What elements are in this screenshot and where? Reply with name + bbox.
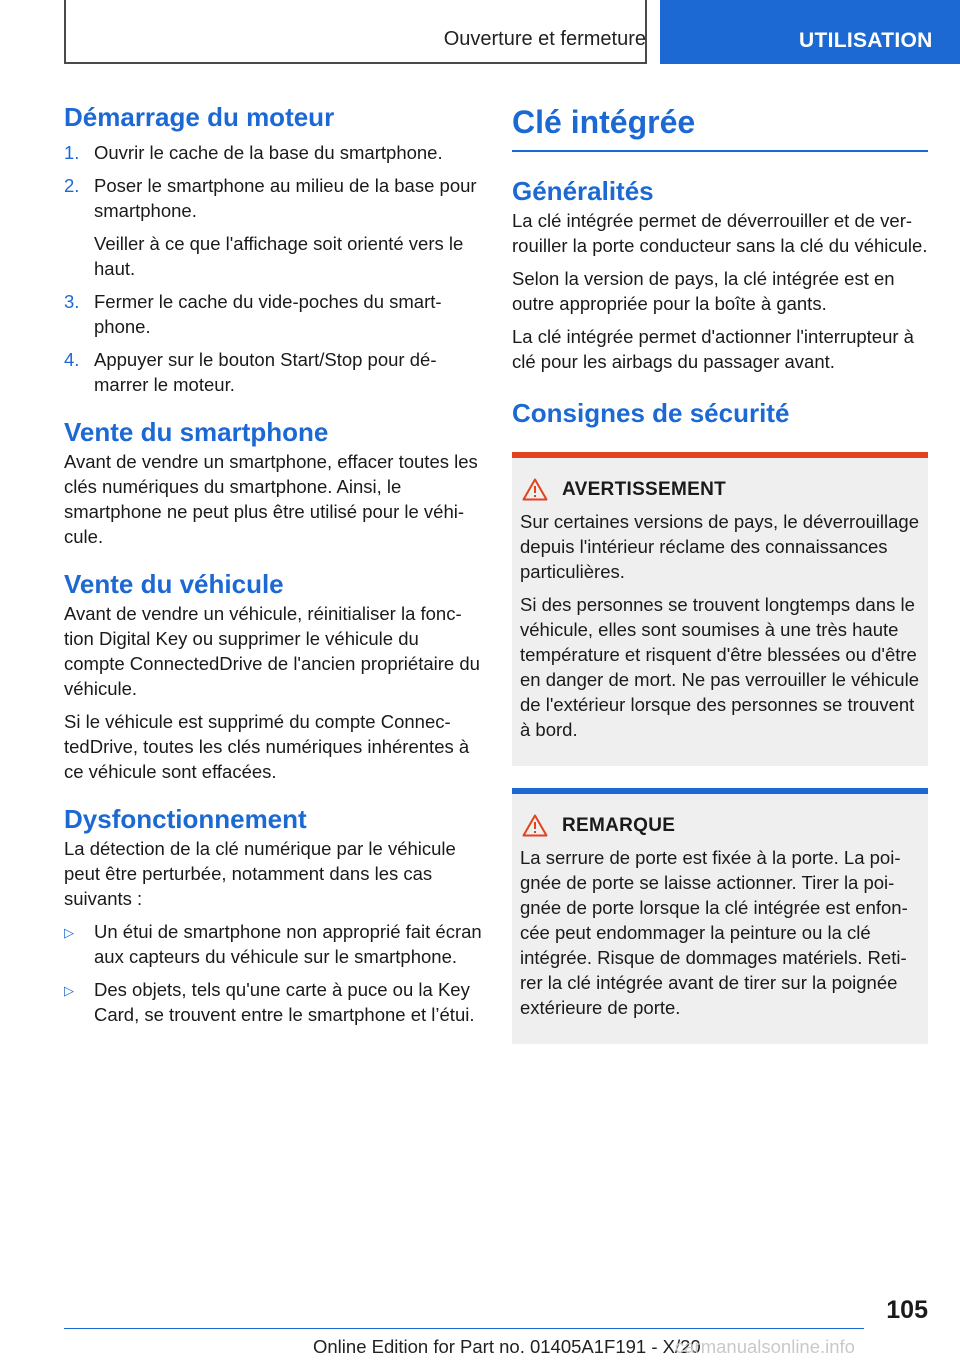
triangle-right-icon: ▷ [64, 983, 74, 998]
triangle-right-icon: ▷ [64, 925, 74, 940]
warning-triangle-icon [522, 478, 548, 501]
warning-paragraph-2: Si des personnes se trouvent longtemps dans le véhicule, elles sont soumises à une très haute température et risquent d'être blessées ou d'être en danger de mort. Ne pas verrouiller le véhicule de l'extérieur lorsque des personnes se trouvent à bord. [520, 594, 919, 740]
step-item [64, 347, 484, 397]
footer-watermark: carmanualsonline.info [675, 1336, 855, 1357]
note-box [512, 788, 928, 1044]
right-column [512, 100, 928, 1044]
step-number: 3. [64, 291, 80, 312]
step-number: 2. [64, 175, 80, 196]
malfunction-bullets [64, 919, 484, 1027]
note-paragraph-1: La serrure de porte est fixée à la porte. La poignée de porte se laisse actionner. Tirer la poignée de porte lorsque la clé intégrée est enfoncée peut endommager la peinture ou la clé intégrée. Risque de dommages matériels. Retirer la clé intégrée avant de tirer sur la poignée extérieure de porte. [520, 847, 908, 1018]
footer-edition: Online Edition for Part no. 01405A1F191 - X/20 [313, 1336, 701, 1357]
step-text: Poser le smartphone au milieu de la base pour smartphone. [94, 175, 477, 221]
bullet-item [64, 919, 484, 969]
sell-vehicle-heading: Vente du véhicule [64, 569, 284, 599]
general-paragraph-3: La clé intégrée permet d'actionner l'interrupteur à clé pour les airbags du passager avant. [512, 326, 914, 372]
warning-paragraph-1: Sur certaines versions de pays, le déverrouillage depuis l'intérieur réclame des connaissances particulières. [520, 511, 919, 582]
warning-label: AVERTISSEMENT [562, 478, 727, 500]
step-item [64, 173, 484, 281]
sell-phone-text: Avant de vendre un smartphone, effacer toutes les clés numériques du smartphone. Ainsi, le smartphone ne peut plus être utilisé pour le véhicule. [64, 451, 478, 547]
malfunction-text: La détection de la clé numérique par le véhicule peut être perturbée, notamment dans les cas suivants : [64, 838, 456, 909]
sell-vehicle-paragraph-2: Si le véhicule est supprimé du compte ConnectedDrive, toutes les clés numériques inhérentes à ce véhicule sont effacées. [64, 711, 470, 782]
general-heading: Généralités [512, 176, 654, 206]
step-subtext: Veiller à ce que l'affichage soit orienté vers le haut. [94, 233, 464, 279]
header-section-title: Ouverture et fermeture [443, 28, 646, 50]
header-chapter-tab [660, 0, 960, 64]
left-column [64, 100, 484, 1035]
note-header [520, 814, 920, 837]
start-engine-steps [64, 140, 484, 397]
sell-phone-heading: Vente du smartphone [64, 417, 329, 447]
page-number: 105 [886, 1296, 928, 1324]
note-label: REMARQUE [562, 814, 676, 836]
bullet-text: Des objets, tels qu'une carte à puce ou la Key Card, se trouvent entre le smartphone et l’étui. [94, 979, 475, 1025]
general-paragraph-1: La clé intégrée permet de déverrouiller et de verrouiller la porte conducteur sans la clé du véhicule. [512, 210, 928, 256]
malfunction-heading: Dysfonctionnement [64, 804, 307, 834]
step-item [64, 140, 484, 165]
warning-header [520, 478, 920, 501]
bullet-item [64, 977, 484, 1027]
step-number: 4. [64, 349, 80, 370]
bullet-text: Un étui de smartphone non approprié fait écran aux capteurs du véhicule sur le smartphone. [94, 921, 482, 967]
step-text: Appuyer sur le bouton Start/Stop pour démarrer le moteur. [94, 349, 437, 395]
step-item [64, 289, 484, 339]
step-number: 1. [64, 142, 80, 163]
warning-triangle-icon [522, 814, 548, 837]
integrated-key-title: Clé intégrée [512, 100, 928, 152]
step-text: Fermer le cache du vide-poches du smartphone. [94, 291, 442, 337]
header-chapter-label: UTILISATION [799, 29, 933, 52]
sell-vehicle-paragraph-1: Avant de vendre un véhicule, réinitialiser la fonction Digital Key ou supprimer le véhicule du compte ConnectedDrive de l'ancien propriétaire du véhicule. [64, 603, 480, 699]
start-engine-heading: Démarrage du moteur [64, 102, 335, 132]
safety-heading: Consignes de sécurité [512, 398, 790, 428]
warning-box [512, 452, 928, 766]
footer-divider [64, 1328, 864, 1329]
step-text: Ouvrir le cache de la base du smartphone. [94, 142, 443, 163]
general-paragraph-2: Selon la version de pays, la clé intégrée est en outre appropriée pour la boîte à gants. [512, 268, 895, 314]
